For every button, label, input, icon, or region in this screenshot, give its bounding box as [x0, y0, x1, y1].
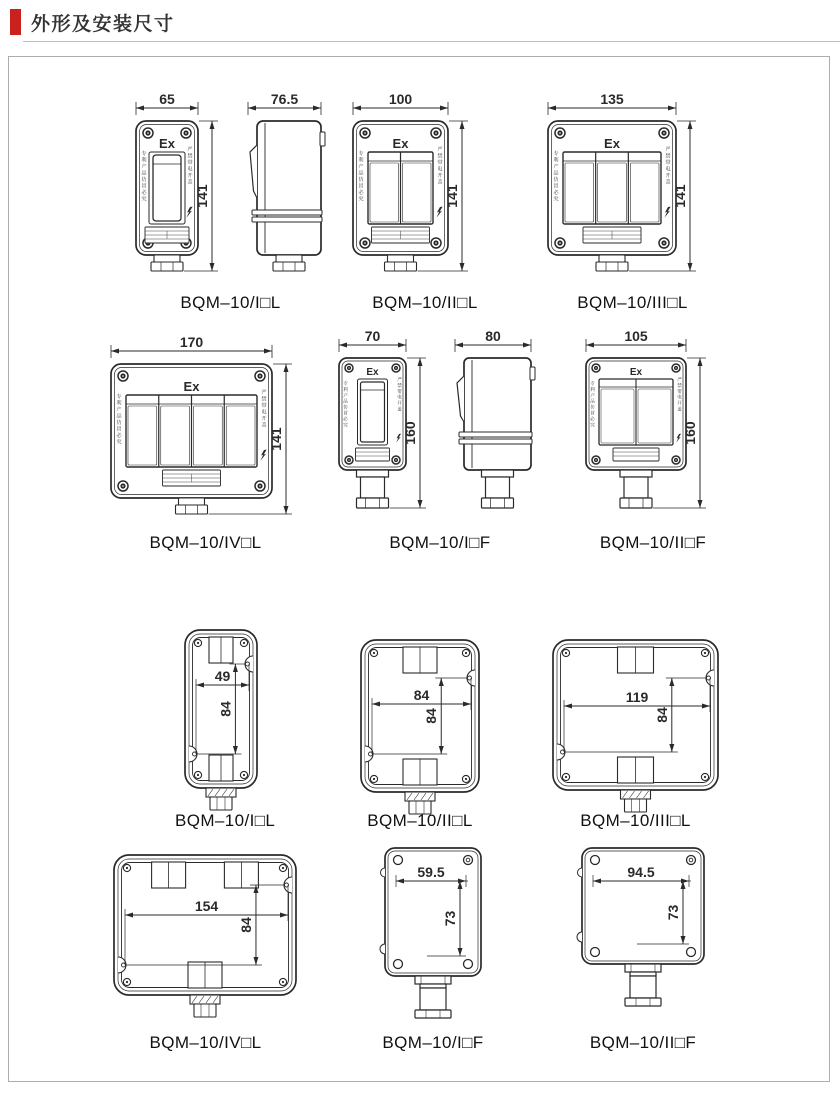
mounting-hole	[591, 948, 600, 957]
figure-back-3l	[548, 640, 723, 833]
gland-coupler	[415, 1010, 451, 1018]
figure-caption: BQM–10/I□F	[389, 533, 491, 552]
figure-front-1l	[118, 91, 343, 315]
enclosure-outline	[464, 358, 531, 470]
drawing-back-2f	[578, 848, 708, 1008]
drawing-back-1l	[175, 630, 275, 811]
figure-back-2f	[578, 848, 708, 1055]
figure-back-2l	[355, 640, 485, 833]
side-text-left: 专利产品仿冒必究	[343, 381, 348, 428]
section-title: 外形及安装尺寸	[31, 14, 175, 35]
figure-caption: BQM–10/I□F	[382, 1033, 484, 1052]
nameplate	[356, 448, 390, 461]
figure-caption: BQM–10/II□L	[372, 293, 478, 312]
section-accent-bar	[10, 9, 21, 35]
dimension-label: 84	[653, 707, 670, 723]
drawing-back-3l	[548, 640, 723, 816]
drawing-front-1l	[118, 91, 343, 287]
cable-entry	[388, 255, 414, 262]
dimension-label: 141	[672, 184, 688, 208]
drawing-front-4l	[103, 334, 308, 530]
dimension-label: 119	[625, 689, 649, 705]
dimension-label: 84	[413, 687, 430, 703]
mounting-hole	[591, 856, 600, 865]
gland-coupler	[625, 998, 661, 1006]
mounting-view	[114, 855, 296, 1017]
side-text-left: 专利产品仿冒必究	[141, 151, 147, 203]
figure-caption: BQM–10/I□L	[175, 811, 276, 830]
enclosure-outline	[257, 121, 321, 255]
cable-entry	[276, 255, 302, 262]
mounting-view	[577, 848, 704, 1006]
nameplate	[613, 448, 659, 461]
gland-stem	[420, 988, 446, 1010]
gland-flange	[482, 470, 514, 477]
cable-entry	[599, 255, 625, 262]
drawing-back-4l	[108, 855, 303, 1021]
dimension-label: 84	[237, 917, 254, 933]
side-text-right: 严禁带电开盖	[261, 390, 267, 429]
drawing-front-1f	[325, 328, 555, 532]
dimension-label: 141	[194, 184, 210, 208]
dimension-label: 160	[682, 421, 698, 445]
header-divider	[23, 41, 840, 42]
dimension-label: 141	[444, 184, 460, 208]
ex-mark: Ex	[392, 136, 409, 151]
mounting-view	[185, 630, 257, 810]
gland-flange	[415, 976, 451, 984]
mounting-hole	[464, 960, 473, 969]
gland-coupler	[620, 498, 652, 508]
side-text-right: 严禁带电开盖	[665, 147, 671, 186]
dimension-label: 105	[624, 328, 648, 344]
figure-back-1l	[175, 630, 275, 833]
drawing-front-2l	[345, 91, 505, 287]
dimension-label: 73	[442, 910, 458, 927]
mounting-hole	[394, 856, 403, 865]
front-view	[353, 91, 468, 271]
rocker-profile	[457, 376, 464, 422]
figure-front-3l	[540, 91, 725, 315]
gland-flange	[625, 964, 661, 972]
figure-back-4l	[108, 855, 303, 1055]
ex-mark: Ex	[629, 367, 643, 378]
rocker-profile	[250, 145, 257, 198]
edge-notch	[577, 932, 582, 942]
figure-caption: BQM–10/II□L	[367, 811, 473, 830]
ex-mark: Ex	[183, 379, 200, 394]
mounting-hole	[394, 960, 403, 969]
dimension-label: 49	[214, 668, 231, 684]
dimension-label: 160	[402, 421, 418, 445]
dimension-label: 84	[217, 701, 234, 717]
dimension-label: 73	[665, 904, 681, 921]
ex-mark: Ex	[366, 367, 379, 378]
gland-stem	[361, 477, 385, 498]
gland-flange	[357, 470, 389, 477]
side-text-left: 专利产品仿冒必究	[590, 381, 595, 428]
figure-caption: BQM–10/III□L	[580, 811, 691, 830]
gland-stem	[630, 976, 656, 998]
gland-stem	[624, 477, 648, 498]
drawing-back-2l	[355, 640, 485, 818]
cable-entry	[154, 255, 180, 262]
side-text-right: 严禁带电开盖	[437, 147, 443, 186]
cable-entry	[179, 498, 205, 505]
front-view	[586, 328, 706, 508]
dimension-label: 70	[364, 328, 381, 344]
ex-mark: Ex	[159, 136, 175, 151]
dimension-label: 100	[388, 91, 413, 107]
figure-front-2f	[578, 328, 728, 555]
gland-flange	[620, 470, 652, 477]
figure-front-2l	[345, 91, 505, 315]
mounting-hole	[687, 948, 696, 957]
side-text-left: 专利产品仿冒必究	[553, 151, 559, 203]
side-view	[248, 91, 325, 271]
side-view	[455, 328, 535, 508]
figure-caption: BQM–10/IV□L	[149, 1033, 262, 1052]
front-view	[136, 91, 218, 271]
figure-back-1f	[378, 848, 488, 1055]
ex-mark: Ex	[604, 136, 620, 151]
figure-caption: BQM–10/I□L	[180, 293, 281, 312]
mounting-view	[553, 640, 718, 812]
drawing-back-1f	[378, 848, 488, 1020]
gland-coupler	[482, 498, 514, 508]
side-text-left: 专利产品仿冒必究	[358, 151, 364, 203]
mounting-view	[361, 640, 479, 814]
figure-caption: BQM–10/II□F	[599, 533, 707, 552]
figure-front-4l	[103, 334, 308, 555]
edge-notch	[381, 868, 386, 877]
side-text-right: 严禁带电开盖	[677, 377, 682, 412]
mounting-view	[380, 848, 481, 1018]
edge-notch	[380, 944, 385, 954]
gland-stem	[486, 477, 510, 498]
front-view	[548, 91, 696, 271]
front-view	[111, 334, 292, 514]
front-view	[339, 328, 426, 508]
figure-caption: BQM–10/III□L	[577, 293, 688, 312]
dimension-label: 76.5	[270, 91, 299, 107]
drawing-front-3l	[540, 91, 725, 287]
dimension-label: 141	[268, 427, 284, 451]
dimension-label: 94.5	[627, 864, 655, 880]
drawing-front-2f	[578, 328, 728, 532]
figure-caption: BQM–10/II□F	[589, 1033, 697, 1052]
dimension-label: 170	[179, 334, 204, 350]
dimension-label: 84	[423, 708, 440, 724]
side-text-right: 严禁带电开盖	[397, 377, 402, 412]
gland-coupler	[357, 498, 389, 508]
dimension-label: 59.5	[417, 864, 445, 880]
dimension-label: 65	[159, 91, 175, 107]
figure-front-1f	[325, 328, 555, 555]
figure-caption: BQM–10/IV□L	[149, 533, 262, 552]
edge-notch	[578, 868, 583, 877]
side-text-left: 专利产品仿冒必究	[116, 394, 122, 446]
dimension-label: 135	[600, 91, 624, 107]
side-text-right: 严禁带电开盖	[187, 147, 193, 186]
dimension-label: 80	[485, 328, 501, 344]
dimension-label: 154	[194, 898, 219, 914]
